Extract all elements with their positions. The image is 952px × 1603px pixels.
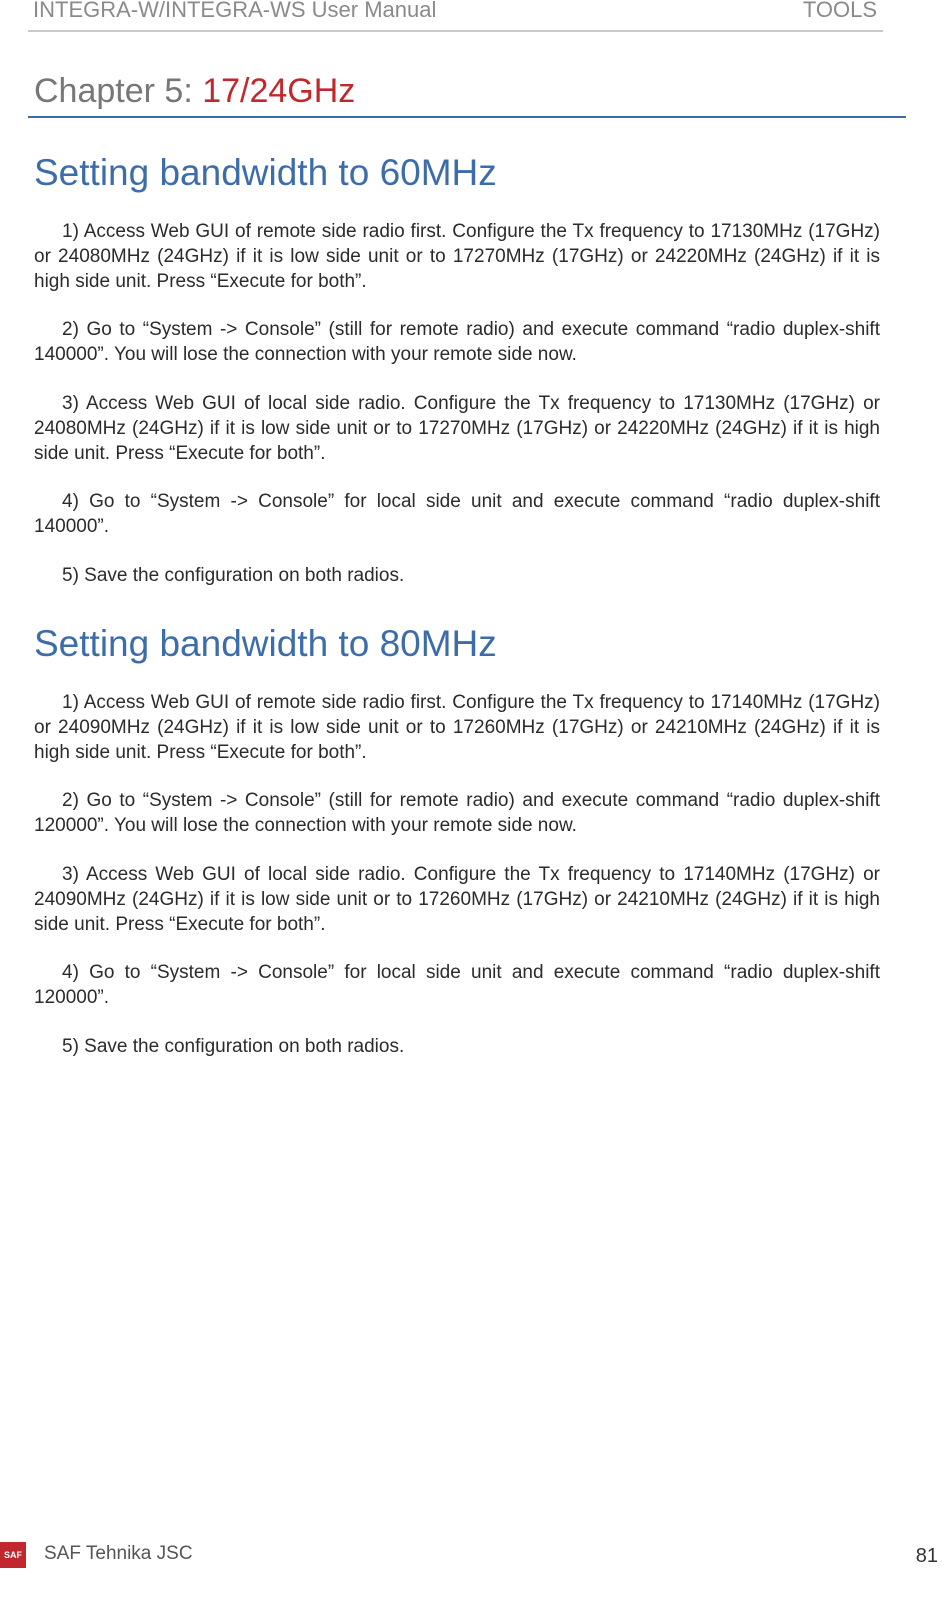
company-name: SAF Tehnika JSC (44, 1543, 193, 1564)
paragraph: 1) Access Web GUI of remote side radio first. Configure the Tx frequency to 17130MHz (17GHz) or 24080MHz (24GHz) if it is low side unit or to 17270MHz (17GHz) or 24220MHz (24GHz) if it is high side unit. Press “Execute for both”. (34, 221, 880, 292)
chapter-heading (28, 66, 906, 118)
chapter-title: 17/24GHz (202, 72, 356, 110)
chapter-prefix: Chapter 5: (34, 72, 203, 110)
paragraph: 5) Save the configuration on both radios. (62, 1036, 405, 1057)
paragraph: 4) Go to “System -> Console” for local side unit and execute command “radio duplex-shift 120000”. (34, 962, 880, 1008)
section-title-60mhz: Setting bandwidth to 60MHz (34, 152, 497, 193)
manual-title: INTEGRA-W/INTEGRA-WS User Manual (33, 0, 437, 22)
paragraph: 2) Go to “System -> Console” (still for remote radio) and execute command “radio duplex-shift 120000”. You will lose the connection with your remote side now. (34, 790, 880, 836)
company-logo: SAF (0, 1542, 26, 1568)
section-title-80mhz: Setting bandwidth to 80MHz (34, 623, 497, 664)
page-header (28, 0, 883, 32)
paragraph: 2) Go to “System -> Console” (still for remote radio) and execute command “radio duplex-shift 140000”. You will lose the connection with your remote side now. (34, 319, 880, 365)
paragraph: 1) Access Web GUI of remote side radio first. Configure the Tx frequency to 17140MHz (17GHz) or 24090MHz (24GHz) if it is low side unit or to 17260MHz (17GHz) or 24210MHz (24GHz) if it is high side unit. Press “Execute for both”. (34, 692, 880, 763)
paragraph: 3) Access Web GUI of local side radio. Configure the Tx frequency to 17130MHz (17GHz) or 24080MHz (24GHz) if it is low side unit or to 17270MHz (17GHz) or 24220MHz (24GHz) if it is high side unit. Press “Execute for both”. (34, 393, 880, 464)
paragraph: 4) Go to “System -> Console” for local side unit and execute command “radio duplex-shift 140000”. (34, 491, 880, 537)
paragraph: 5) Save the configuration on both radios. (62, 565, 405, 586)
paragraph: 3) Access Web GUI of local side radio. Configure the Tx frequency to 17140MHz (17GHz) or 24090MHz (24GHz) if it is low side unit or to 17260MHz (17GHz) or 24210MHz (24GHz) if it is high side unit. Press “Execute for both”. (34, 864, 880, 935)
page-number: 81 (915, 1545, 938, 1567)
section-label: TOOLS (802, 0, 877, 22)
